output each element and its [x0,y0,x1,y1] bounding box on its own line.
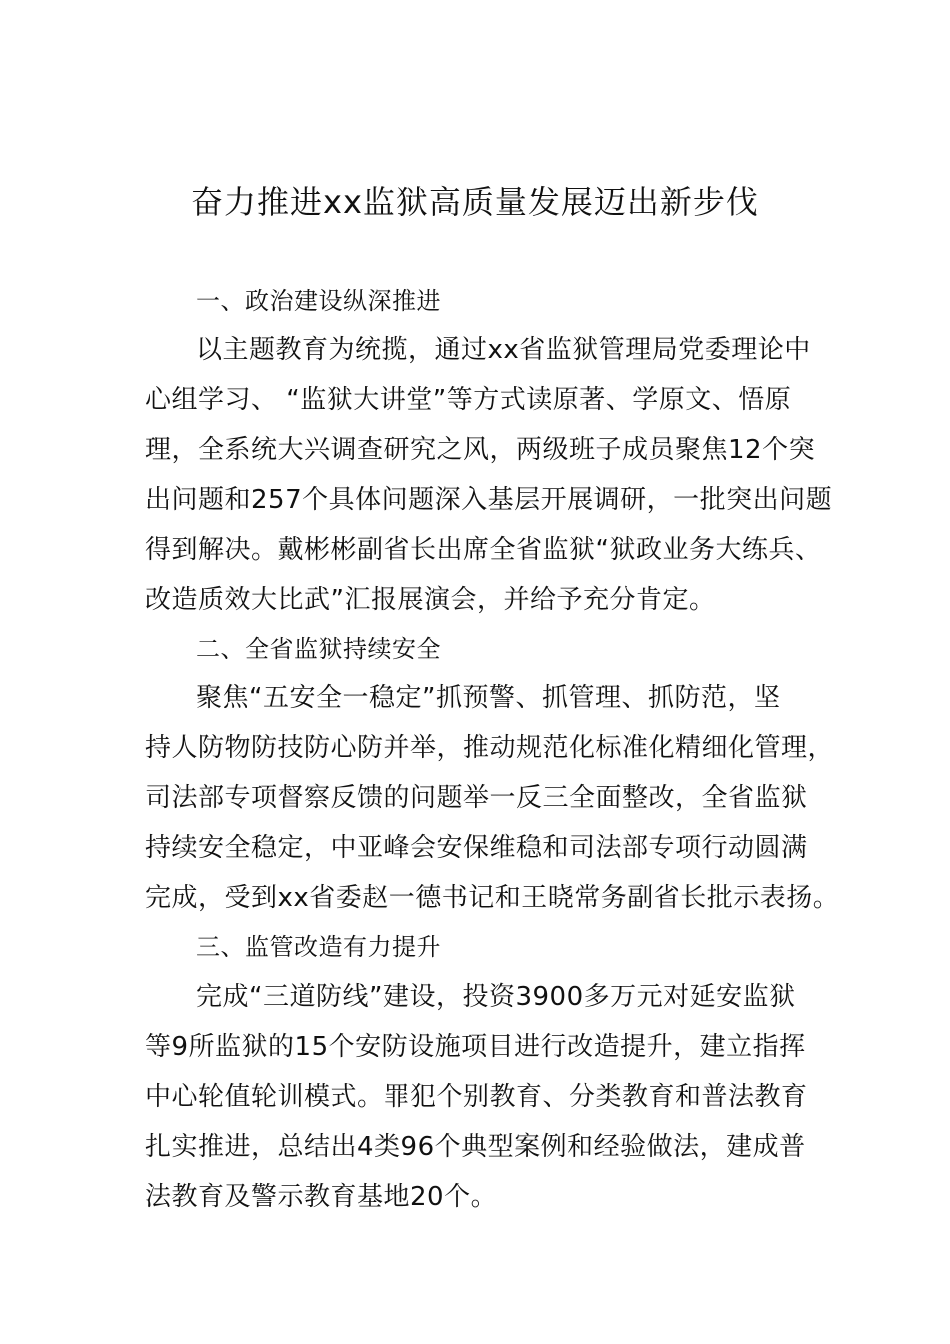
paragraph-line: 持续安全稳定，中亚峰会安保维稳和司法部专项行动圆满 [145,833,808,863]
paragraph-line: 聚焦“五安全一稳定”抓预警、抓管理、抓防范，坚 [196,683,781,713]
paragraph-line: 司法部专项督察反馈的问题举一反三全面整改，全省监狱 [145,783,808,813]
paragraph-line: 心组学习、 “监狱大讲堂”等方式读原著、学原文、悟原 [145,385,792,415]
paragraph-line: 以主题教育为统揽，通过xx省监狱管理局党委理论中 [196,335,811,365]
document-title: 奋力推进xx监狱高质量发展迈出新步伐 [191,183,759,221]
paragraph-line: 理，全系统大兴调查研究之风，两级班子成员聚焦12个突 [145,435,816,465]
paragraph-line: 法教育及警示教育基地20个。 [145,1182,498,1212]
paragraph-line: 完成，受到xx省委赵一德书记和王晓常务副省长批示表扬。 [145,883,840,913]
paragraph-line: 得到解决。戴彬彬副省长出席全省监狱“狱政业务大练兵、 [145,535,822,565]
paragraph-line: 扎实推进，总结出4类96个典型案例和经验做法，建成普 [145,1132,806,1162]
section-2-heading: 二、全省监狱持续安全 [196,635,441,663]
paragraph-line: 完成“三道防线”建设，投资3900多万元对延安监狱 [196,982,796,1012]
section-3-heading: 三、监管改造有力提升 [196,933,441,961]
paragraph-line: 持人防物防技防心防并举，推动规范化标准化精细化管理， [145,733,835,763]
paragraph-line: 出问题和257个具体问题深入基层开展调研，一批突出问题 [145,485,833,515]
section-1-heading: 一、政治建设纵深推进 [196,287,441,315]
paragraph-line: 中心轮值轮训模式。罪犯个别教育、分类教育和普法教育 [145,1082,808,1112]
paragraph-line: 改造质效大比武”汇报展演会，并给予充分肯定。 [145,585,716,615]
paragraph-line: 等9所监狱的15个安防设施项目进行改造提升，建立指挥 [145,1032,806,1062]
